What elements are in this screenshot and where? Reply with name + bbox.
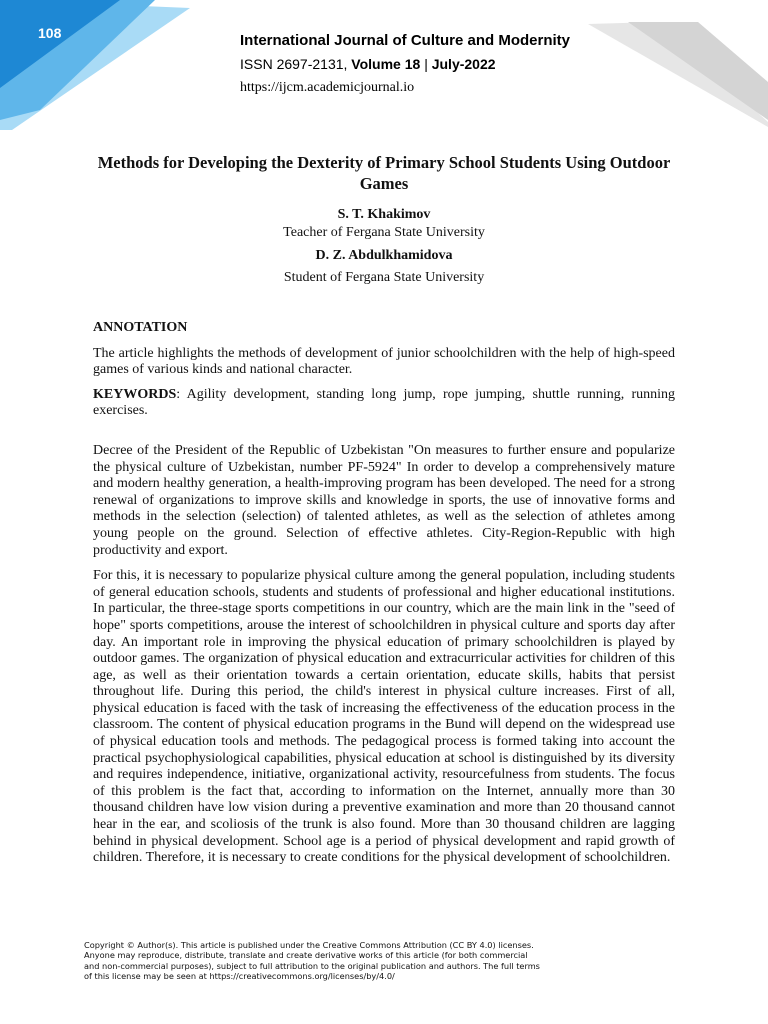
- body-paragraph: For this, it is necessary to popularize physical culture among the general population, including students of general education schools, students and students of professional and higher educational institutions. In particular, the three-stage sports competitions in our country, which are the main link in the "seed of hope" sports competitions, arouse the interest of schoolchildren in physical culture and sports day after day. An important role in improving the physical education of primary schoolchildren is played by outdoor games. The organization of physical education and extracurricular activities for children of this age, as well as their orientation towards a certain orientation, educate skills, habits that persist throughout life. During this period, the child's interest in physical culture increases. First of all, physical education is faced with the task of increasing the effectiveness of the education process in the classroom. The content of physical education programs in the Bund will depend on the widespread use of physical education tools and methods. The pedagogical process is formed taking into account the practical psychophysiological capabilities, physical education at school is distinguished by its diversity and requires independence, initiative, organizational activity, resourcefulness from students. The focus of this problem is the fact that, according to information on the Internet, annually more than 30 thousand children have low vision during a preventive examination and more than 20 thousand cannot hear in the ear, and scoliosis of the trunk is also found. More than 30 thousand children are lagging behind in physical development. School age is a period of physical development and rapid growth of children. Therefore, it is necessary to create conditions for the physical development of schoolchildren.: [93, 568, 675, 866]
- keywords: [93, 387, 675, 420]
- keywords-label: KEYWORDS: [93, 386, 177, 402]
- journal-url[interactable]: https://ijcm.academicjournal.io: [240, 80, 415, 95]
- copyright-line: and non-commercial purposes), subject to full attribution to the original publication and authors. The full terms: [84, 960, 540, 971]
- page-number: 108: [38, 25, 62, 41]
- author-affiliation: Student of Fergana State University: [283, 270, 485, 285]
- journal-issn-volume: [240, 56, 496, 72]
- author-name: D. Z. Abdulkhamidova: [315, 248, 453, 263]
- keywords-text: : Agility development, standing long jump, rope jumping, shuttle running, running exercises.: [93, 386, 675, 419]
- copyright-line: Copyright © Author(s). This article is published under the Creative Commons Attribution (CC BY 4.0) licenses.: [84, 940, 534, 950]
- header-corner-decoration: [0, 0, 200, 130]
- annotation-heading: ANNOTATION: [93, 320, 188, 335]
- separator: |: [424, 56, 428, 72]
- annotation-text: The article highlights the methods of development of junior schoolchildren with the help of high-speed games of various kinds and national character.: [93, 345, 675, 378]
- header-corner-decoration-right: [588, 22, 768, 127]
- author-1: [93, 207, 675, 241]
- issue-date: July-2022: [431, 56, 496, 72]
- author-name: S. T. Khakimov: [337, 207, 431, 222]
- author-affiliation: Teacher of Fergana State University: [283, 225, 485, 240]
- copyright-line: Anyone may reproduce, distribute, translate and create derivative works of this article (for both commercial: [84, 950, 528, 961]
- copyright-notice: [84, 940, 614, 981]
- journal-name: International Journal of Culture and Modernity: [240, 32, 571, 49]
- volume: Volume 18: [351, 56, 421, 72]
- article-title: Methods for Developing the Dexterity of Primary School Students Using Outdoor Games: [97, 153, 671, 193]
- author-2: [93, 248, 675, 286]
- copyright-line: of this license may be seen at https://creativecommons.org/licenses/by/4.0/: [84, 970, 395, 981]
- article-content: [93, 320, 675, 867]
- body-paragraph: Decree of the President of the Republic of Uzbekistan "On measures to further ensure and popularize the physical culture of Uzbekistan, number PF-5924" In order to develop a comprehensively mature and modern healthy generation, a health-improving program has been developed. The need for a strong renewal of organizations to improve skills and knowledge in sports, the use of innovative forms and methods in the selection (selection) of talented athletes, as well as the selection of athletes among young people on the ground. Selection of effective athletes. City-Region-Republic with high productivity and export.: [93, 442, 675, 558]
- issn: ISSN 2697-2131,: [240, 56, 348, 72]
